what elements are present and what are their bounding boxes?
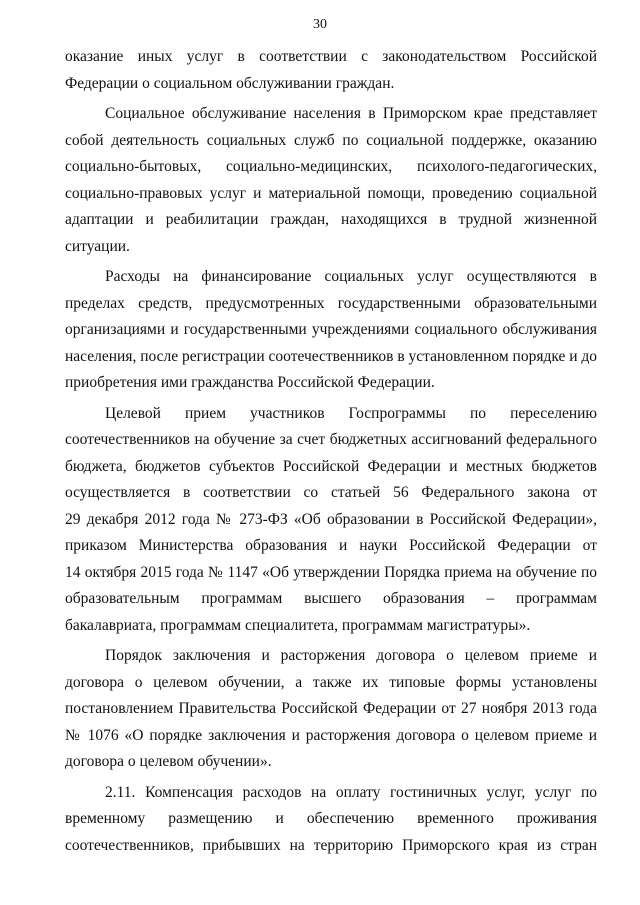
page-number: 30: [313, 17, 327, 32]
text-line: 14 октября 2015 года № 1147 «Об утверждении Порядка приема на обучение по: [65, 563, 597, 581]
text-line: Порядок заключения и расторжения договора о целевом приеме и: [105, 647, 597, 664]
text-line: временному размещению и обеспечению временного проживания: [65, 810, 597, 827]
text-line: Целевой прием участников Госпрограммы по переселению: [105, 404, 597, 422]
document-body: [65, 44, 597, 863]
text-line: 29 декабря 2012 года № 273-ФЗ «Об образовании в Российской Федерации»,: [65, 510, 597, 528]
text-line: собой деятельность социальных служб по социальной поддержке, оказанию: [65, 131, 597, 149]
paragraph: [65, 643, 597, 776]
text-line: постановлением Правительства Российской Федерации от 27 ноября 2013 года: [65, 700, 597, 717]
text-line: № 1076 «О порядке заключения и расторжения договора о целевом приеме и: [65, 726, 597, 744]
text-line: соотечественников, прибывших на территорию Приморского края из стран: [65, 836, 597, 854]
paragraph: [65, 44, 597, 97]
text-line: Социальное обслуживание населения в Приморском крае представляет: [105, 105, 597, 122]
paragraph: [65, 101, 597, 260]
text-line: договора о целевом обучении».: [65, 753, 272, 770]
text-line: оказание иных услуг в соответствии с законодательством Российской: [65, 48, 597, 65]
text-line: приказом Министерства образования и науки Российской Федерации от: [65, 537, 597, 554]
text-line: Федерации о социальном обслуживании граждан.: [65, 74, 395, 92]
text-line: договора о целевом обучении, а также их типовые формы установлены: [65, 673, 597, 691]
text-line: ситуации.: [65, 237, 130, 255]
text-line: осуществляется в соответствии со статьей 56 Федерального закона от: [65, 484, 597, 501]
text-line: бакалавриата, программам специалитета, программам магистратуры».: [65, 616, 531, 634]
paragraph: [65, 780, 597, 860]
text-line: организациями и государственными учреждениями социального обслуживания: [65, 321, 597, 338]
text-line: бюджета, бюджетов субъектов Российской Федерации и местных бюджетов: [65, 457, 597, 475]
text-line: приобретения ими гражданства Российской Федерации.: [65, 374, 435, 391]
paragraph: [65, 401, 597, 640]
text-line: 2.11. Компенсация расходов на оплату гостиничных услуг, услуг по: [105, 783, 597, 801]
text-line: Расходы на финансирование социальных услуг осуществляются в: [105, 268, 597, 285]
text-line: образовательным программам высшего образования – программам: [65, 590, 597, 607]
text-line: адаптации и реабилитации граждан, находящихся в трудной жизненной: [65, 211, 597, 228]
text-line: социально-правовых услуг и материальной помощи, проведению социальной: [65, 184, 597, 202]
paragraph: [65, 264, 597, 397]
text-line: населения, после регистрации соотечественников в установленном порядке и до: [65, 347, 598, 365]
text-line: социально-бытовых, социально-медицинских, психолого-педагогических,: [65, 158, 597, 175]
text-line: соотечественников на обучение за счет бюджетных ассигнований федерального: [65, 431, 597, 448]
text-line: пределах средств, предусмотренных государственными образовательными: [65, 294, 597, 312]
